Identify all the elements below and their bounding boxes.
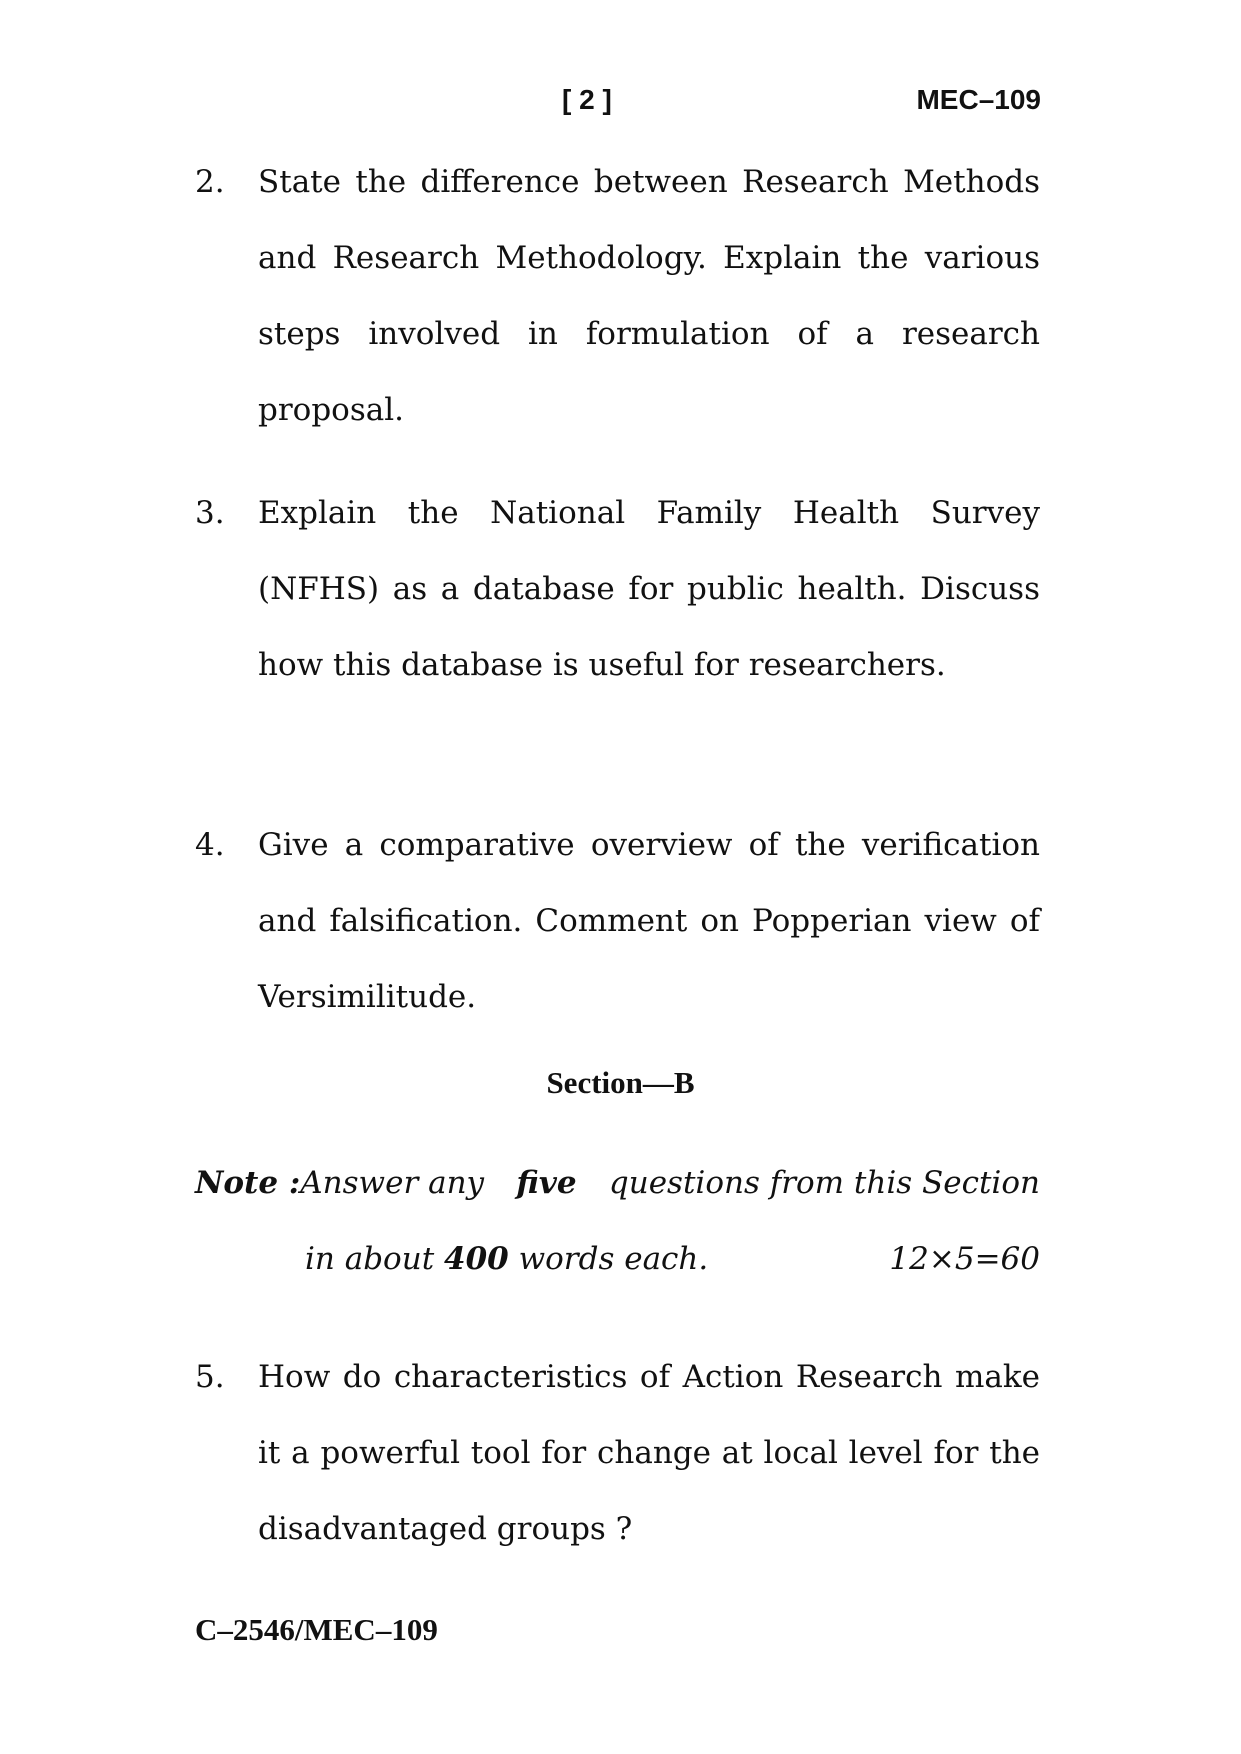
footer-code: C–2546/MEC–109: [195, 1612, 438, 1647]
note-bold-five: five: [516, 1165, 577, 1201]
section-note: [195, 1145, 1040, 1297]
note-bold-400: 400: [444, 1241, 509, 1277]
page-number: [ 2 ]: [562, 84, 612, 115]
section-title: Section—B: [546, 1065, 695, 1100]
question-number: 3.: [195, 495, 225, 531]
question-4: [195, 807, 1040, 1035]
note-text-4: words each.: [518, 1241, 709, 1277]
note-text-2: questions from this Section: [608, 1165, 1040, 1201]
question-text: How do characteristics of Action Research make it a powerful tool for change at local level for the disadvantaged groups ?: [258, 1359, 1040, 1547]
question-text: Give a comparative overview of the verification and falsification. Comment on Popperian view of Versimilitude.: [258, 827, 1040, 1015]
question-text: Explain the National Family Health Survey (NFHS) as a database for public health. Discuss how this database is useful for researchers.: [258, 495, 1040, 683]
marks-allocation: 12×5=60: [889, 1241, 1040, 1277]
note-line-1: [195, 1145, 1040, 1221]
question-number: 4.: [195, 827, 225, 863]
question-text: State the difference between Research Methods and Research Methodology. Explain the various steps involved in formulation of a research proposal.: [258, 164, 1040, 428]
question-number: 2.: [195, 164, 225, 200]
note-line-2: [305, 1221, 1040, 1297]
page-header: [0, 84, 1241, 124]
course-code-header: MEC–109: [916, 84, 1041, 115]
note-text-3: in about: [305, 1241, 435, 1277]
note-text-1: Answer any: [300, 1165, 485, 1201]
note-label: Note :: [195, 1165, 301, 1201]
question-5: [195, 1339, 1040, 1567]
question-3: [195, 475, 1040, 703]
question-number: 5.: [195, 1359, 225, 1395]
question-2: [195, 144, 1040, 448]
